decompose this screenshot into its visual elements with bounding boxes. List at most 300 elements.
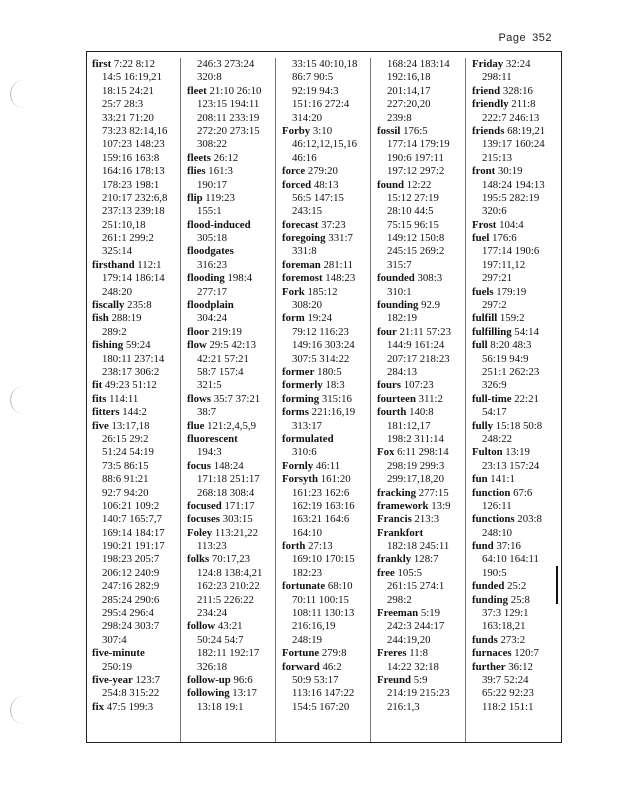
index-page-refs: 190:6 197:11 xyxy=(387,151,444,164)
index-page-refs: 281:11 xyxy=(320,258,354,271)
index-page-refs: 248:20 xyxy=(102,285,132,298)
index-entry xyxy=(92,406,180,419)
index-page-refs: 79:12 116:23 xyxy=(292,325,349,338)
index-entry xyxy=(472,85,562,98)
index-entry-continuation xyxy=(187,607,275,620)
index-page-refs: 295:4 296:4 xyxy=(102,607,154,620)
index-page-refs: 49:23 51:12 xyxy=(102,379,157,392)
index-page-refs: 198:4 xyxy=(224,272,253,285)
index-term: Freund xyxy=(377,673,411,686)
index-page-refs: 33:21 71:20 xyxy=(102,111,154,124)
index-entry-continuation xyxy=(92,513,180,526)
index-term: flooding xyxy=(187,272,225,285)
index-page-refs: 148:24 xyxy=(211,459,244,472)
index-page-refs: 273:2 xyxy=(497,633,526,646)
index-page-refs: 37:3 129:1 xyxy=(482,607,529,620)
index-page-refs: 182:18 245:11 xyxy=(387,540,450,553)
index-entry-continuation xyxy=(377,661,465,674)
index-term: Francis xyxy=(377,513,412,526)
index-page-refs: 70:17,23 xyxy=(209,553,250,566)
index-term: full-time xyxy=(472,392,512,405)
index-entry xyxy=(187,165,275,178)
index-term: fund xyxy=(472,540,494,553)
index-page-refs: 311:2 xyxy=(415,392,443,405)
index-entry xyxy=(377,647,465,660)
index-entry-continuation xyxy=(92,138,180,151)
page-number-label xyxy=(498,32,552,44)
index-entry-continuation xyxy=(472,272,562,285)
index-page-refs: 14:5 16:19,21 xyxy=(102,71,162,84)
index-entry-continuation xyxy=(187,366,275,379)
index-page-refs: 25:7 28:3 xyxy=(102,98,144,111)
index-page-refs: 39:7 52:24 xyxy=(482,673,529,686)
index-page-refs: 190:21 191:17 xyxy=(102,540,165,553)
index-entry-continuation xyxy=(472,366,562,379)
index-entry-continuation xyxy=(92,500,180,513)
index-entry-continuation xyxy=(92,192,180,205)
index-page-refs: 181:12,17 xyxy=(387,419,431,432)
index-page-refs: 70:11 100:15 xyxy=(292,593,349,606)
index-entry xyxy=(472,393,562,406)
index-page-refs: 176:6 xyxy=(489,232,517,245)
index-page-refs: 43:21 xyxy=(215,620,243,633)
index-page-refs: 254:8 315:22 xyxy=(102,687,160,700)
index-term: focused xyxy=(187,499,222,512)
index-page-refs: 182:19 xyxy=(387,312,417,325)
index-entry-continuation xyxy=(187,487,275,500)
index-page-refs: 13:17,18 xyxy=(108,419,150,432)
index-term: floor xyxy=(187,325,210,338)
index-entry xyxy=(377,326,465,339)
index-entry xyxy=(282,232,370,245)
index-term: fossil xyxy=(377,124,401,137)
index-entry-continuation xyxy=(92,205,180,218)
index-page-refs: 149:16 303:24 xyxy=(292,339,355,352)
index-term: Fork xyxy=(282,285,305,298)
binder-hole-bottom xyxy=(10,696,25,724)
index-entry xyxy=(187,674,275,687)
index-entry-continuation xyxy=(377,634,465,647)
index-page-refs: 313:17 xyxy=(292,419,322,432)
index-term: framework xyxy=(377,499,429,512)
index-page-refs: 154:5 167:20 xyxy=(292,700,350,713)
index-page-refs: 96:6 xyxy=(230,673,253,686)
index-entry xyxy=(92,259,180,272)
index-term: funds xyxy=(472,633,498,646)
index-term: founded xyxy=(377,272,415,285)
index-page-refs: 13:19 xyxy=(502,446,530,459)
index-entry xyxy=(377,406,465,419)
index-term: Fornly xyxy=(282,459,314,472)
index-term: fishing xyxy=(92,339,124,352)
index-entry xyxy=(282,661,370,674)
index-entry xyxy=(472,487,562,500)
index-entry xyxy=(377,446,465,459)
index-entry xyxy=(92,393,180,406)
index-term: floodgates xyxy=(187,245,234,258)
index-term: fish xyxy=(92,312,109,325)
index-entry-continuation xyxy=(92,594,180,607)
index-entry-continuation xyxy=(282,339,370,352)
index-page-refs: 171:17 xyxy=(221,499,255,512)
index-page-refs: 182:23 xyxy=(292,566,322,579)
index-entry-continuation xyxy=(377,473,465,486)
index-page-refs: 288:19 xyxy=(108,312,142,325)
index-entry-continuation xyxy=(92,540,180,553)
index-page-refs: 194:3 xyxy=(197,446,222,459)
index-page-refs: 298:24 303:7 xyxy=(102,620,160,633)
index-page-refs: 250:19 xyxy=(102,660,132,673)
index-entry-continuation xyxy=(187,98,275,111)
index-page-refs: 197:11,12 xyxy=(482,258,526,271)
index-entry xyxy=(377,393,465,406)
index-entry-continuation xyxy=(377,245,465,258)
index-entry xyxy=(187,513,275,526)
index-entry xyxy=(282,393,370,406)
index-entry xyxy=(282,219,370,232)
index-entry-continuation xyxy=(187,138,275,151)
index-page-refs: 310:1 xyxy=(387,285,412,298)
index-entry-continuation xyxy=(472,620,562,633)
index-page-refs: 305:18 xyxy=(197,232,227,245)
index-page-refs: 195:5 282:19 xyxy=(482,191,540,204)
index-entry-continuation xyxy=(377,165,465,178)
index-page-refs: 210:17 232:6,8 xyxy=(102,191,168,204)
index-page-refs: 179:19 xyxy=(493,285,527,298)
index-page-refs: 198:2 311:14 xyxy=(387,432,444,445)
index-term: flows xyxy=(187,392,211,405)
index-page-refs: 177:14 179:19 xyxy=(387,138,450,151)
index-entry xyxy=(187,527,275,540)
index-page-refs: 179:14 186:14 xyxy=(102,272,165,285)
index-entry-continuation xyxy=(377,460,465,473)
index-entry xyxy=(377,179,465,192)
index-page-refs: 25:2 xyxy=(504,580,527,593)
index-entry-continuation xyxy=(92,179,180,192)
index-page-refs: 178:23 198:1 xyxy=(102,178,160,191)
index-entry xyxy=(187,339,275,352)
index-page-refs: 32:24 xyxy=(503,58,531,70)
index-page-refs: 25:8 xyxy=(508,593,530,606)
index-page-refs: 245:15 269:2 xyxy=(387,245,445,258)
index-page-refs: 298:19 299:3 xyxy=(387,459,445,472)
index-page-refs: 169:14 184:17 xyxy=(102,526,165,539)
index-entry xyxy=(187,272,275,285)
index-entry-continuation xyxy=(282,152,370,165)
index-page-refs: 56:19 94:9 xyxy=(482,352,529,365)
index-entry-continuation xyxy=(187,634,275,647)
index-page-refs: 46:11 xyxy=(313,459,341,472)
index-page-refs: 279:20 xyxy=(305,165,338,178)
index-term: fiscally xyxy=(92,299,125,312)
index-page-refs: 120:7 xyxy=(511,647,539,660)
index-entry-continuation xyxy=(282,674,370,687)
index-entry xyxy=(472,580,562,593)
index-entry-continuation xyxy=(472,687,562,700)
index-entry xyxy=(92,674,180,687)
index-entry xyxy=(472,473,562,486)
index-page-refs: 13:17 xyxy=(229,687,257,700)
index-page-refs: 30:19 xyxy=(495,165,523,178)
index-page-refs: 268:18 308:4 xyxy=(197,486,255,499)
index-term: further xyxy=(472,660,506,673)
index-entry xyxy=(282,272,370,285)
index-entry-continuation xyxy=(187,406,275,419)
index-term: following xyxy=(187,687,230,700)
index-term: form xyxy=(282,312,305,325)
index-term: four xyxy=(377,325,397,338)
index-entry-continuation xyxy=(472,674,562,687)
index-entry xyxy=(187,500,275,513)
index-page-refs: 47:5 199:3 xyxy=(104,700,154,713)
index-entry xyxy=(282,473,370,486)
index-page-refs: 161:3 xyxy=(205,165,233,178)
index-entry-continuation xyxy=(187,259,275,272)
index-term: funded xyxy=(472,580,505,593)
index-entry xyxy=(92,420,180,433)
index-page-refs: 308:3 xyxy=(414,272,443,285)
index-page-refs: 180:11 237:14 xyxy=(102,352,165,365)
index-entry-continuation xyxy=(472,245,562,258)
index-term: focuses xyxy=(187,513,220,526)
index-entry-continuation xyxy=(92,98,180,111)
index-entry xyxy=(187,460,275,473)
index-page-refs: 73:23 82:14,16 xyxy=(102,124,168,137)
index-entry-continuation xyxy=(92,245,180,258)
index-entry-continuation xyxy=(187,473,275,486)
index-entry xyxy=(377,567,465,580)
index-entry xyxy=(377,379,465,392)
index-entry xyxy=(472,661,562,674)
index-term: five xyxy=(92,419,109,432)
index-page-refs: 56:5 147:15 xyxy=(292,191,344,204)
index-page-refs: 316:23 xyxy=(197,258,227,271)
index-entry-continuation xyxy=(92,366,180,379)
index-entry xyxy=(92,701,180,714)
index-page-refs: 251:10,18 xyxy=(102,218,146,231)
index-term: fortunate xyxy=(282,580,326,593)
index-entry-continuation xyxy=(92,446,180,459)
index-entry xyxy=(377,674,465,687)
index-entry xyxy=(472,634,562,647)
index-page-refs: 303:15 xyxy=(220,513,253,526)
index-page-refs: 168:24 183:14 xyxy=(387,58,450,70)
index-entry-continuation xyxy=(472,433,562,446)
index-page-refs: 190:17 xyxy=(197,178,227,191)
index-page-refs: 203:8 xyxy=(514,513,542,526)
index-page-refs: 148:23 xyxy=(322,272,356,285)
index-page-refs: 50:9 53:17 xyxy=(292,673,339,686)
index-entry xyxy=(187,393,275,406)
index-page-refs: 7:22 8:12 xyxy=(111,58,155,70)
index-entry-continuation xyxy=(282,607,370,620)
index-entry xyxy=(92,58,180,71)
index-entry-continuation xyxy=(472,205,562,218)
index-entry-continuation xyxy=(282,112,370,125)
index-entry xyxy=(187,192,275,205)
index-entry-continuation xyxy=(187,232,275,245)
index-page-refs: 304:24 xyxy=(197,312,227,325)
index-term: Foley xyxy=(187,526,213,539)
index-page-refs: 86:7 90:5 xyxy=(292,71,334,84)
index-entry-continuation xyxy=(377,420,465,433)
index-entry-continuation xyxy=(282,527,370,540)
index-page-refs: 46:2 xyxy=(319,660,342,673)
index-entry-continuation xyxy=(472,527,562,540)
index-page-refs: 5:9 xyxy=(411,673,428,686)
index-entry-continuation xyxy=(92,286,180,299)
index-term: forced xyxy=(282,178,312,191)
index-page-refs: 277:17 xyxy=(197,285,227,298)
index-entry xyxy=(92,379,180,392)
index-entry xyxy=(187,219,275,232)
index-page-refs: 177:14 190:6 xyxy=(482,245,540,258)
index-entry xyxy=(92,647,180,660)
index-entry xyxy=(92,312,180,325)
index-page-refs: 176:5 xyxy=(400,124,428,137)
index-column-4 xyxy=(371,58,466,742)
index-page-refs: 29:5 42:13 xyxy=(206,339,256,352)
index-page-refs: 15:12 27:19 xyxy=(387,191,439,204)
binder-hole-top xyxy=(10,80,25,108)
index-entry-continuation xyxy=(377,232,465,245)
index-page-refs: 58:7 157:4 xyxy=(197,365,244,378)
index-term: follow-up xyxy=(187,673,231,686)
index-entry-continuation xyxy=(282,567,370,580)
index-entry-continuation xyxy=(92,567,180,580)
index-entry-continuation xyxy=(92,326,180,339)
index-page-refs: 112:1 xyxy=(134,258,162,271)
index-term: fits xyxy=(92,392,107,405)
index-page-refs: 151:16 272:4 xyxy=(292,98,350,111)
index-entry xyxy=(282,406,370,419)
index-entry-continuation xyxy=(377,71,465,84)
index-entry xyxy=(472,165,562,178)
index-page-refs: 248:19 xyxy=(292,633,322,646)
index-page-refs: 284:13 xyxy=(387,365,417,378)
index-entry xyxy=(187,687,275,700)
index-entry-continuation xyxy=(377,205,465,218)
index-page-refs: 331:7 xyxy=(325,232,353,245)
index-page-refs: 331:8 xyxy=(292,245,317,258)
index-entry-continuation xyxy=(92,219,180,232)
index-term: folks xyxy=(187,553,210,566)
index-page-refs: 107:23 xyxy=(401,379,434,392)
index-term: fleet xyxy=(187,84,207,97)
index-term: foregoing xyxy=(282,232,326,245)
index-page-refs: 128:7 xyxy=(411,553,439,566)
index-page-refs: 104:4 xyxy=(496,218,524,231)
index-page-refs: 54:17 xyxy=(482,406,507,419)
index-entry-continuation xyxy=(92,125,180,138)
index-entry-continuation xyxy=(472,138,562,151)
index-page-refs: 216:16,19 xyxy=(292,620,336,633)
index-entry-continuation xyxy=(282,553,370,566)
index-entry-continuation xyxy=(92,553,180,566)
index-page-refs: 227:20,20 xyxy=(387,98,431,111)
index-page-refs: 190:5 xyxy=(482,566,507,579)
index-term: full xyxy=(472,339,488,352)
index-page-refs: 144:9 161:24 xyxy=(387,339,445,352)
index-term: fully xyxy=(472,419,493,432)
index-entry-continuation xyxy=(377,687,465,700)
index-term: founding xyxy=(377,299,419,312)
index-term: Fortune xyxy=(282,647,320,660)
index-entry-continuation xyxy=(472,71,562,84)
index-entry xyxy=(472,232,562,245)
index-entry xyxy=(282,540,370,553)
index-entry-continuation xyxy=(377,312,465,325)
index-entry-continuation xyxy=(187,540,275,553)
index-column-3 xyxy=(276,58,371,742)
index-page-refs: 298:2 xyxy=(387,593,412,606)
index-entry-continuation xyxy=(377,701,465,714)
index-page-refs: 326:18 xyxy=(197,660,227,673)
index-page-refs: 50:24 54:7 xyxy=(197,633,244,646)
index-entry-continuation xyxy=(187,71,275,84)
index-page-refs: 46:12,12,15,16 xyxy=(292,138,358,151)
index-page-refs: 35:7 37:21 xyxy=(211,392,261,405)
index-entry xyxy=(472,420,562,433)
index-entry-continuation xyxy=(282,205,370,218)
index-entry xyxy=(282,433,370,446)
index-page-refs: 159:2 xyxy=(497,312,525,325)
index-entry-continuation xyxy=(377,620,465,633)
index-entry-continuation xyxy=(472,500,562,513)
index-entry xyxy=(472,286,562,299)
index-page-refs: 92.9 xyxy=(418,299,441,312)
index-term: flip xyxy=(187,191,203,204)
index-entry-continuation xyxy=(282,299,370,312)
index-entry-continuation xyxy=(282,634,370,647)
index-entry xyxy=(472,326,562,339)
index-page-refs: 92:7 94:20 xyxy=(102,486,149,499)
index-entry xyxy=(187,152,275,165)
index-page-refs: 48:13 xyxy=(311,178,339,191)
index-page-refs: 169:10 170:15 xyxy=(292,553,355,566)
index-entry-continuation xyxy=(282,71,370,84)
index-entry xyxy=(472,125,562,138)
index-page-refs: 213:3 xyxy=(411,513,440,526)
index-entry-continuation xyxy=(377,366,465,379)
index-page-refs: 298:11 xyxy=(482,71,512,84)
index-page-refs: 22:21 xyxy=(511,392,539,405)
index-entry-continuation xyxy=(282,192,370,205)
index-entry-continuation xyxy=(187,701,275,714)
index-entry-continuation xyxy=(92,661,180,674)
index-entry-continuation xyxy=(377,138,465,151)
index-term: formulated xyxy=(282,432,334,445)
index-term: fitters xyxy=(92,406,120,419)
index-term: fuels xyxy=(472,285,494,298)
index-term: forecast xyxy=(282,218,319,231)
index-page-refs: 247:16 282:9 xyxy=(102,580,160,593)
index-page-refs: 279:8 xyxy=(319,647,347,660)
index-term: friendly xyxy=(472,98,509,111)
index-page-refs: 92:19 94:3 xyxy=(292,84,339,97)
index-page-refs: 261:15 274:1 xyxy=(387,580,445,593)
index-entry-continuation xyxy=(92,634,180,647)
index-entry-continuation xyxy=(377,540,465,553)
index-entry xyxy=(472,540,562,553)
index-page-refs: 144:2 xyxy=(119,406,147,419)
index-page-refs: 113:23 xyxy=(197,540,227,553)
index-entry xyxy=(472,98,562,111)
index-entry xyxy=(282,366,370,379)
index-entry xyxy=(282,286,370,299)
index-page-refs: 73:5 86:15 xyxy=(102,459,149,472)
index-entry-continuation xyxy=(92,580,180,593)
